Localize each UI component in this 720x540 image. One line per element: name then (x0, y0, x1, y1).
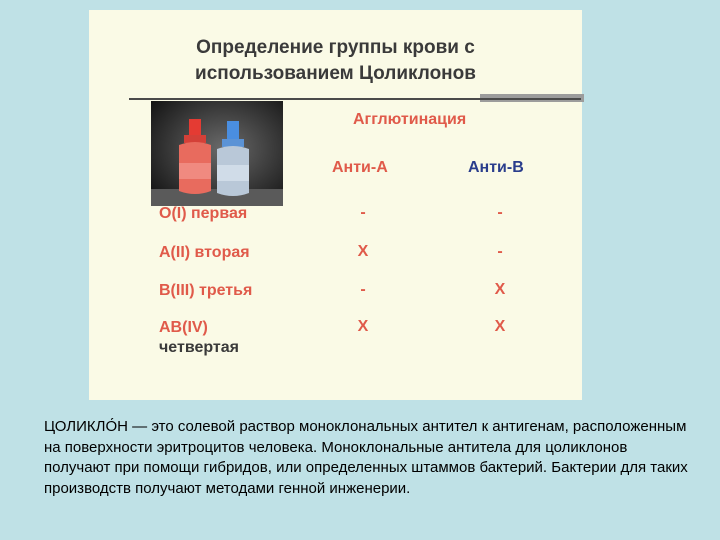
reagent-bottles-photo (151, 101, 283, 206)
blood-group-label: А(II) вторая (159, 244, 250, 261)
anti-a-result: Х (357, 318, 369, 335)
description-paragraph (44, 417, 694, 499)
slide-panel (89, 10, 582, 400)
anti-b-result: - (497, 204, 503, 221)
anti-a-result: Х (357, 243, 369, 260)
blood-group-label: В(III) третья (159, 282, 253, 299)
anti-a-column-header: Анти-А (332, 159, 388, 176)
anti-b-result: - (497, 243, 503, 260)
anti-b-column-header: Анти-В (468, 159, 524, 176)
anti-a-result: - (360, 204, 366, 221)
blood-group-name: АВ(IV) (159, 319, 208, 336)
blood-group-name-continued: четвертая (159, 339, 239, 356)
description-term: ЦОЛИКЛО́Н (44, 418, 128, 435)
description-text: — это солевой раствор моноклональных антител к антигенам, расположенным на поверхности эритроцитов человека. Моноклональные антитела для цоликлонов получают при помощи гибридов, или определенных штаммов бактерий. Бактерии для таких производств получают методами генной инженерии. (44, 418, 688, 497)
blood-group-label: О(I) первая (159, 205, 248, 222)
blood-group-label (159, 318, 239, 358)
slide-title-line-2: использованием Цоликлонов (195, 63, 476, 84)
title-rule (129, 98, 581, 100)
anti-b-result: Х (494, 318, 506, 335)
agglutination-header: Агглютинация (353, 111, 467, 128)
slide-title-line-1: Определение группы крови с (196, 37, 475, 58)
slide-title (89, 35, 582, 87)
anti-a-result: - (360, 281, 366, 298)
anti-b-result: Х (494, 281, 506, 298)
